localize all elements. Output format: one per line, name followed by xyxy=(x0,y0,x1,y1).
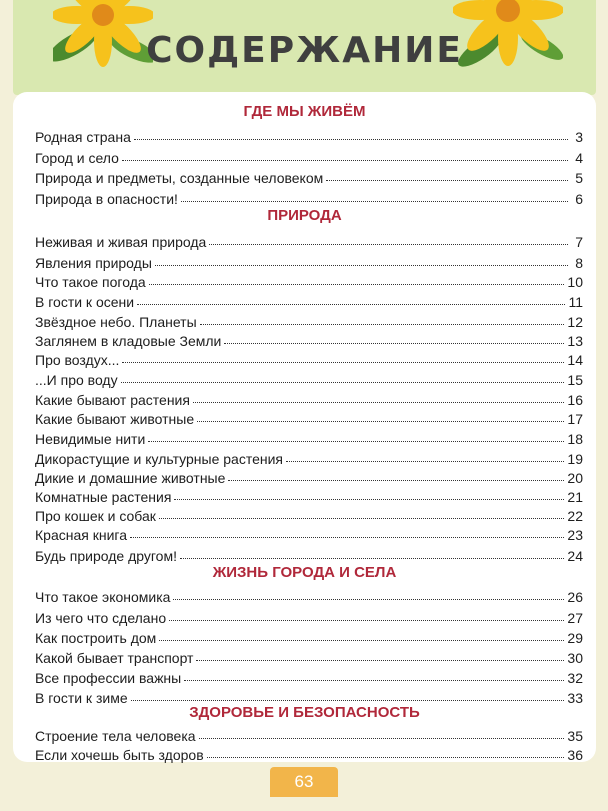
dot-leader xyxy=(159,518,565,519)
toc-entry[interactable] xyxy=(35,664,583,686)
toc-entry-title: Будь природе другом! xyxy=(35,548,177,564)
dot-leader xyxy=(159,640,564,641)
toc-entry[interactable] xyxy=(35,684,583,706)
toc-panel xyxy=(13,92,596,762)
toc-entry-page: 6 xyxy=(575,191,583,207)
toc-entry-page: 29 xyxy=(567,630,583,646)
dot-leader xyxy=(148,441,564,442)
toc-entry-page: 18 xyxy=(567,431,583,447)
dot-leader xyxy=(134,139,568,140)
toc-entry[interactable] xyxy=(35,366,583,388)
toc-entry-title: Строение тела человека xyxy=(35,728,196,744)
toc-entry[interactable] xyxy=(35,123,583,145)
dot-leader xyxy=(184,680,564,681)
toc-entry[interactable] xyxy=(35,583,583,605)
toc-entry-page: 4 xyxy=(575,150,583,166)
toc-entry-title: Как построить дом xyxy=(35,630,157,646)
toc-entry-page: 12 xyxy=(567,314,583,330)
toc-entry-title: Про кошек и собак xyxy=(35,508,156,524)
toc-entry-page: 14 xyxy=(567,352,583,368)
dot-leader xyxy=(169,620,564,621)
dot-leader xyxy=(199,738,565,739)
toc-entry-title: ...И про воду xyxy=(35,372,118,388)
toc-entry-page: 3 xyxy=(575,129,583,145)
toc-entry-page: 32 xyxy=(567,670,583,686)
toc-entry[interactable] xyxy=(35,164,583,186)
toc-entry-page: 13 xyxy=(567,333,583,349)
toc-entry-title: Если хочешь быть здоров xyxy=(35,747,204,763)
toc-entry-page: 24 xyxy=(567,548,583,564)
dot-leader xyxy=(122,160,568,161)
toc-entry[interactable] xyxy=(35,624,583,646)
toc-entry-page: 30 xyxy=(567,650,583,666)
toc-entry-title: Заглянем в кладовые Земли xyxy=(35,333,222,349)
section-title: ПРИРОДА xyxy=(267,207,342,224)
toc-entry-title: Звёздное небо. Планеты xyxy=(35,314,197,330)
toc-entry-title: Неживая и живая природа xyxy=(35,234,207,250)
toc-entry-page: 23 xyxy=(567,527,583,543)
page-header xyxy=(13,0,596,95)
page-number: 63 xyxy=(270,767,338,797)
toc-entry-title: Дикие и домашние животные xyxy=(35,470,226,486)
dot-leader xyxy=(174,499,564,500)
section-title: ГДЕ МЫ ЖИВЁМ xyxy=(243,103,366,120)
toc-entry[interactable] xyxy=(35,185,583,207)
toc-entry[interactable] xyxy=(35,741,583,763)
dot-leader xyxy=(228,480,564,481)
dot-leader xyxy=(149,284,565,285)
toc-entry-title: Что такое погода xyxy=(35,274,146,290)
toc-entry-title: Родная страна xyxy=(35,129,131,145)
toc-entry-title: Дикорастущие и культурные растения xyxy=(35,451,283,467)
dot-leader xyxy=(197,421,564,422)
toc-entry-page: 17 xyxy=(567,411,583,427)
toc-entry-title: Красная книга xyxy=(35,527,127,543)
toc-entry-title: Природа и предметы, созданные человеком xyxy=(35,170,324,186)
dot-leader xyxy=(193,402,564,403)
toc-entry[interactable] xyxy=(35,346,583,368)
toc-entry-title: Про воздух... xyxy=(35,352,120,368)
toc-entry-page: 7 xyxy=(575,234,583,250)
dot-leader xyxy=(207,757,565,758)
dot-leader xyxy=(286,461,564,462)
toc-entry-title: В гости к зиме xyxy=(35,690,128,706)
toc-entry-page: 33 xyxy=(567,690,583,706)
toc-entry-title: Природа в опасности! xyxy=(35,191,178,207)
toc-entry[interactable] xyxy=(35,542,583,564)
toc-entry-page: 26 xyxy=(567,589,583,605)
toc-entry-page: 11 xyxy=(568,294,583,310)
toc-entry[interactable] xyxy=(35,228,583,250)
toc-entry[interactable] xyxy=(35,521,583,543)
toc-entry[interactable] xyxy=(35,644,583,666)
section-title: ЖИЗНЬ ГОРОДА И СЕЛА xyxy=(212,564,397,581)
toc-entry-title: Все профессии важны xyxy=(35,670,182,686)
toc-entry-page: 16 xyxy=(567,392,583,408)
dot-leader xyxy=(137,304,565,305)
dot-leader xyxy=(155,265,568,266)
dot-leader xyxy=(326,180,568,181)
toc-entry-page: 19 xyxy=(567,451,583,467)
dot-leader xyxy=(209,244,568,245)
toc-entry[interactable] xyxy=(35,144,583,166)
toc-entry-title: Что такое экономика xyxy=(35,589,171,605)
toc-entry-title: Какие бывают растения xyxy=(35,392,190,408)
dot-leader xyxy=(196,660,564,661)
dot-leader xyxy=(131,700,565,701)
dot-leader xyxy=(173,599,564,600)
toc-entry-title: Явления природы xyxy=(35,255,152,271)
toc-entry-title: Комнатные растения xyxy=(35,489,172,505)
toc-entry-page: 5 xyxy=(575,170,583,186)
toc-entry-page: 20 xyxy=(567,470,583,486)
dot-leader xyxy=(121,382,565,383)
toc-entry[interactable] xyxy=(35,288,583,310)
dot-leader xyxy=(224,343,564,344)
toc-entry-title: Какой бывает транспорт xyxy=(35,650,194,666)
toc-entry-page: 22 xyxy=(567,508,583,524)
toc-entry-page: 36 xyxy=(567,747,583,763)
toc-entry-title: В гости к осени xyxy=(35,294,135,310)
toc-entry-title: Какие бывают животные xyxy=(35,411,195,427)
dot-leader xyxy=(181,201,568,202)
toc-entry-page: 8 xyxy=(575,255,583,271)
toc-entry[interactable] xyxy=(35,268,583,290)
toc-entry[interactable] xyxy=(35,405,583,427)
toc-entry-title: Город и село xyxy=(35,150,119,166)
toc-entry-page: 27 xyxy=(567,610,583,626)
toc-entry-page: 35 xyxy=(567,728,583,744)
dot-leader xyxy=(122,362,564,363)
toc-entry-title: Невидимые нити xyxy=(35,431,146,447)
toc-entry-page: 15 xyxy=(567,372,583,388)
toc-entry[interactable] xyxy=(35,425,583,447)
dot-leader xyxy=(200,324,565,325)
section-title: ЗДОРОВЬЕ И БЕЗОПАСНОСТЬ xyxy=(189,704,420,721)
page-title: СОДЕРЖАНИЕ xyxy=(146,30,463,71)
toc-entry-page: 21 xyxy=(567,489,583,505)
toc-entry-title: Из чего что сделано xyxy=(35,610,167,626)
toc-entry[interactable] xyxy=(35,604,583,626)
toc-entry-page: 10 xyxy=(567,274,583,290)
dot-leader xyxy=(130,537,564,538)
dot-leader xyxy=(180,558,564,559)
